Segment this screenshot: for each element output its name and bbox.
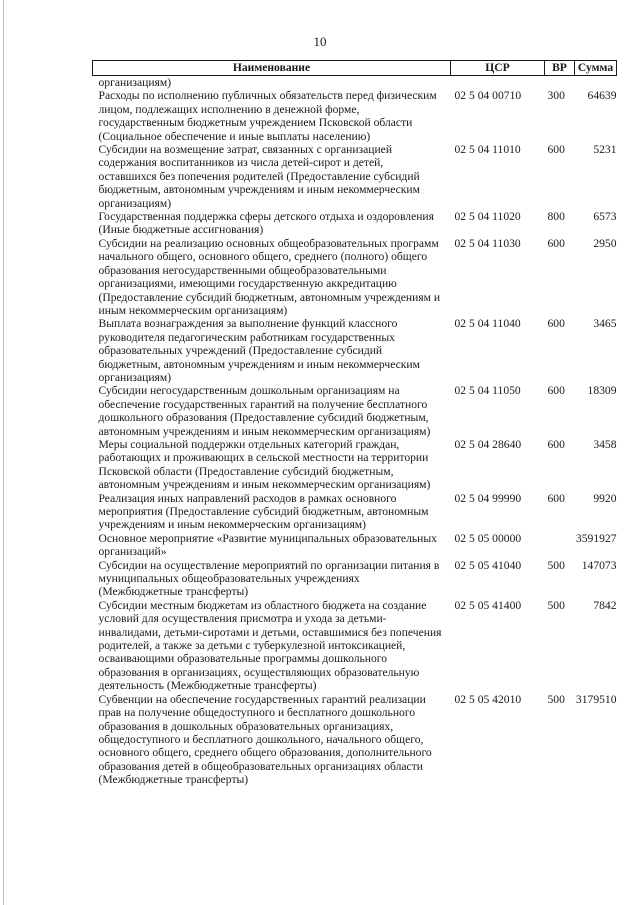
table-row [93,317,617,384]
row-vr: 600 [547,317,565,331]
table-row [93,143,617,210]
row-csr: 02 5 05 41040 [454,558,522,572]
row-name: Расходы по исполнению публичных обязательств перед физическим лицом, подлежащих исполнению в денежной форме, государственным бюджетным учреждением Псковской области (Социальное обеспечение и иные выплаты населению) [98,89,437,143]
table-row [93,532,617,559]
table-row [93,599,617,693]
row-csr: 02 5 04 11020 [454,210,521,224]
row-sum: 18309 [587,384,617,398]
table-row [93,438,617,492]
row-sum [575,76,617,90]
row-csr: 02 5 05 41400 [454,598,522,612]
row-vr: 500 [547,692,565,706]
scan-edge-line [3,0,4,905]
row-vr [545,532,575,559]
row-sum: 64639 [587,89,617,103]
row-name: Меры социальной поддержки отдельных категорий граждан, работающих и проживающих в сельской местности на территории Псковской области (Предоставление субсидий бюджетным, автономным учреждениям и иным некоммерческим организациям) [98,437,431,492]
row-sum: 3465 [593,317,617,331]
row-vr: 600 [547,384,565,398]
header-vr: ВР [545,61,575,76]
table-row [93,559,617,599]
row-csr: 02 5 04 00710 [454,89,522,103]
row-sum: 147073 [581,558,617,572]
row-csr: 02 5 05 00000 [454,531,522,545]
table-row [93,76,617,90]
row-csr [451,76,545,90]
header-name: Наименование [93,61,451,76]
row-csr: 02 5 05 42010 [454,692,522,706]
row-vr: 600 [547,143,565,157]
row-sum: 9920 [593,491,617,505]
row-csr: 02 5 04 28640 [454,437,522,451]
header-csr: ЦСР [451,61,545,76]
table-row [93,384,617,438]
row-vr: 600 [547,437,565,451]
row-name: Субсидии на осуществление мероприятий по организации питания в муниципальных общеобразовательных учреждениях (Межбюджетные трансферты) [98,558,440,599]
row-sum: 3591927 [575,531,617,545]
row-vr: 600 [547,491,565,505]
row-csr: 02 5 04 11050 [454,384,521,398]
row-name: Субвенции на обеспечение государственных гарантий реализации прав на получение общедоступного и бесплатного дошкольного образования в дошкольных образовательных организациях, общедоступного и бесплатного дошкольного, начального общего, основного общего, среднего общего образования, дополнительного образования детей в общеобразовательных организациях области (Межбюджетные трансферты) [98,692,432,787]
row-vr: 300 [547,89,565,103]
row-name: Субсидии местным бюджетам из областного бюджета на создание условий для осуществления присмотра и ухода за детьми-инвалидами, детьми-сиротами и детьми, оставшимися без попечения родителей, а также за детьми с туберкулезной интоксикацией, осваивающими образовательные программы дошкольного образования в организациях, осуществляющих образовательную деятельность (Межбюджетные трансферты) [98,598,442,693]
row-name: Основное мероприятие «Развитие муниципальных образовательных организаций» [98,531,437,559]
table-row [93,237,617,317]
row-vr: 500 [547,558,565,572]
row-vr: 600 [547,236,565,250]
row-sum: 3458 [593,437,617,451]
budget-table [92,60,617,787]
row-name: организациям) [98,76,172,89]
row-sum: 7842 [593,598,617,612]
row-sum: 2950 [593,236,617,250]
row-name: Субсидии негосударственным дошкольным организациям на обеспечение государственных гарантий на получение бесплатного дошкольного образования (Предоставление субсидий бюджетным, автономным учреждениям и иным некоммерческим организациям) [98,384,431,438]
row-vr: 500 [547,598,565,612]
row-name: Государственная поддержка сферы детского отдыха и оздоровления (Иные бюджетные ассигнования) [98,210,434,237]
row-csr: 02 5 04 99990 [454,491,522,505]
row-sum: 5231 [593,143,617,157]
header-sum: Сумма [575,61,617,76]
row-vr: 800 [547,210,565,224]
row-csr: 02 5 04 11040 [454,317,521,331]
table-row [93,89,617,143]
table-row [93,492,617,532]
table-header-row [93,61,617,76]
row-name: Субсидии на возмещение затрат, связанных с организацией содержания воспитанников из числа детей-сирот и детей, оставшихся без попечения родителей (Предоставление субсидий бюджетным, автономным учреждениям и иным некоммерческим организациям) [98,143,420,210]
row-name: Выплата вознаграждения за выполнение функций классного руководителя педагогическим работникам государственных образовательных учреждений (Предоставление субсидий бюджетным, автономным учреждениям и иным некоммерческим организациям) [98,317,420,384]
row-csr: 02 5 04 11030 [454,236,521,250]
row-name: Реализация иных направлений расходов в рамках основного мероприятия (Предоставление субсидий бюджетным, автономным учреждениям и иным некоммерческим организациям) [98,491,429,532]
row-vr [545,76,575,90]
row-name: Субсидии на реализацию основных общеобразовательных программ начального общего, основного общего, среднего (полного) общего образования негосударственными общеобразовательными организациями, имеющими государственную аккредитацию (Предоставление субсидий бюджетным, автономным учреждениям и иным некоммерческим организациям) [98,236,441,317]
row-csr: 02 5 04 11010 [454,143,521,157]
page-number: 10 [313,34,327,49]
table-row [93,693,617,787]
table-row [93,210,617,237]
row-sum: 3179510 [575,692,617,706]
row-sum: 6573 [593,210,617,224]
